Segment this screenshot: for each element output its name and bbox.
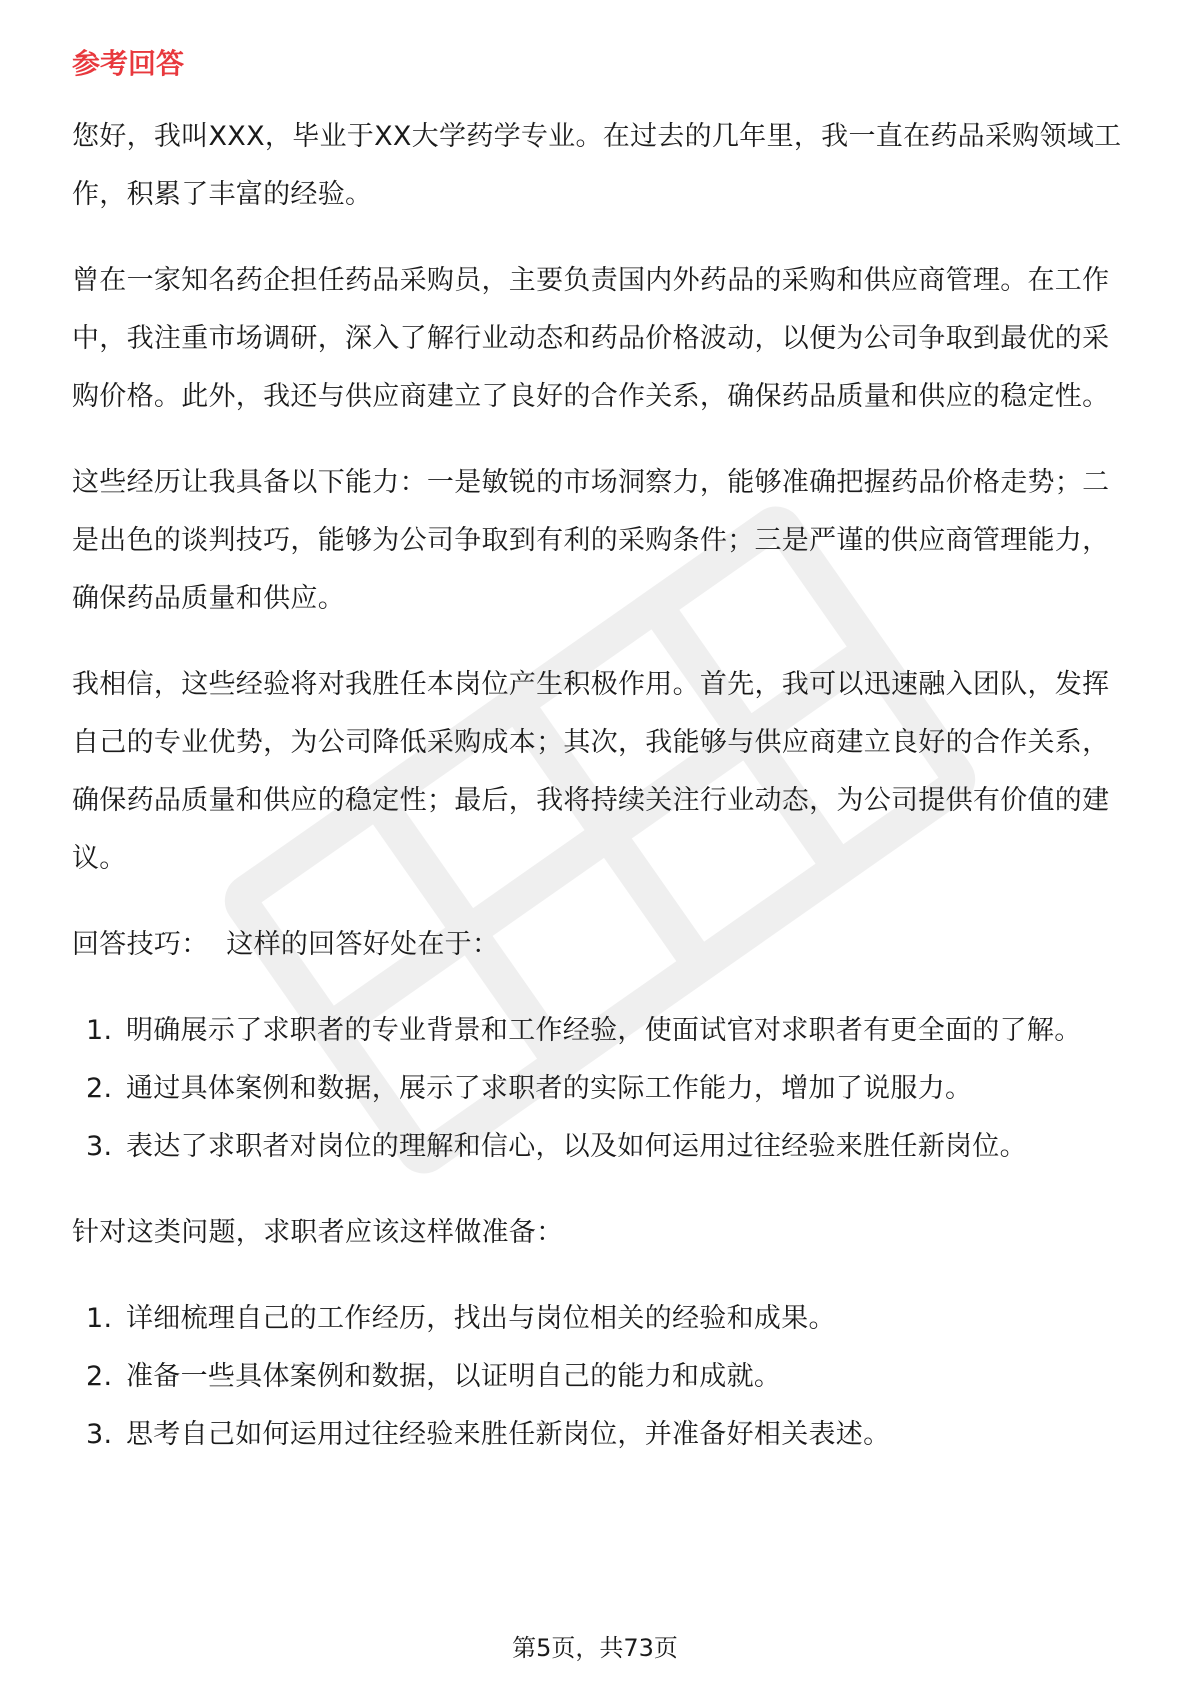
- list-text: 明确展示了求职者的专业背景和工作经验，使面试官对求职者有更全面的了解。: [126, 1015, 1082, 1046]
- list-text: 表达了求职者对岗位的理解和信心，以及如何运用过往经验来胜任新岗位。: [126, 1131, 1027, 1162]
- document-page: [72, 44, 1132, 1492]
- list-number: 2.: [86, 1361, 113, 1392]
- list-item: [72, 1002, 1132, 1060]
- list-number: 3.: [86, 1131, 113, 1162]
- list-number: 2.: [86, 1073, 113, 1104]
- list-item: [72, 1406, 1132, 1464]
- list-item: [72, 1290, 1132, 1348]
- list-text: 准备一些具体案例和数据，以证明自己的能力和成就。: [126, 1361, 782, 1392]
- list-text: 详细梳理自己的工作经历，找出与岗位相关的经验和成果。: [126, 1303, 836, 1334]
- list-number: 3.: [86, 1419, 113, 1450]
- list-item: [72, 1348, 1132, 1406]
- tips-list: [72, 1002, 1132, 1176]
- prep-intro: 针对这类问题，求职者应该这样做准备：: [72, 1217, 564, 1248]
- answer-paragraph-2: 曾在一家知名药企担任药品采购员，主要负责国内外药品的采购和供应商管理。在工作中，我注重市场调研，深入了解行业动态和药品价格波动，以便为公司争取到最优的采购价格。此外，我还与供应商建立了良好的合作关系，确保药品质量和供应的稳定性。: [72, 265, 1110, 412]
- list-item: [72, 1118, 1132, 1176]
- section-heading: 参考回答: [72, 47, 185, 80]
- prep-list: [72, 1290, 1132, 1464]
- page-footer: 第5页，共73页: [512, 1634, 678, 1662]
- list-item: [72, 1060, 1132, 1118]
- list-number: 1.: [86, 1303, 113, 1334]
- list-text: 思考自己如何运用过往经验来胜任新岗位，并准备好相关表述。: [126, 1419, 891, 1450]
- answer-paragraph-3: 这些经历让我具备以下能力：一是敏锐的市场洞察力，能够准确把握药品价格走势；二是出色的谈判技巧，能够为公司争取到有利的采购条件；三是严谨的供应商管理能力，确保药品质量和供应。: [72, 467, 1110, 614]
- answer-paragraph-1: 您好，我叫XXX，毕业于XX大学药学专业。在过去的几年里，我一直在药品采购领域工作，积累了丰富的经验。: [72, 121, 1122, 210]
- list-number: 1.: [86, 1015, 113, 1046]
- tips-intro: 回答技巧： 这样的回答好处在于：: [72, 929, 500, 960]
- list-text: 通过具体案例和数据，展示了求职者的实际工作能力，增加了说服力。: [126, 1073, 973, 1104]
- answer-paragraph-4: 我相信，这些经验将对我胜任本岗位产生积极作用。首先，我可以迅速融入团队，发挥自己的专业优势，为公司降低采购成本；其次，我能够与供应商建立良好的合作关系，确保药品质量和供应的稳定性；最后，我将持续关注行业动态，为公司提供有价值的建议。: [72, 669, 1110, 874]
